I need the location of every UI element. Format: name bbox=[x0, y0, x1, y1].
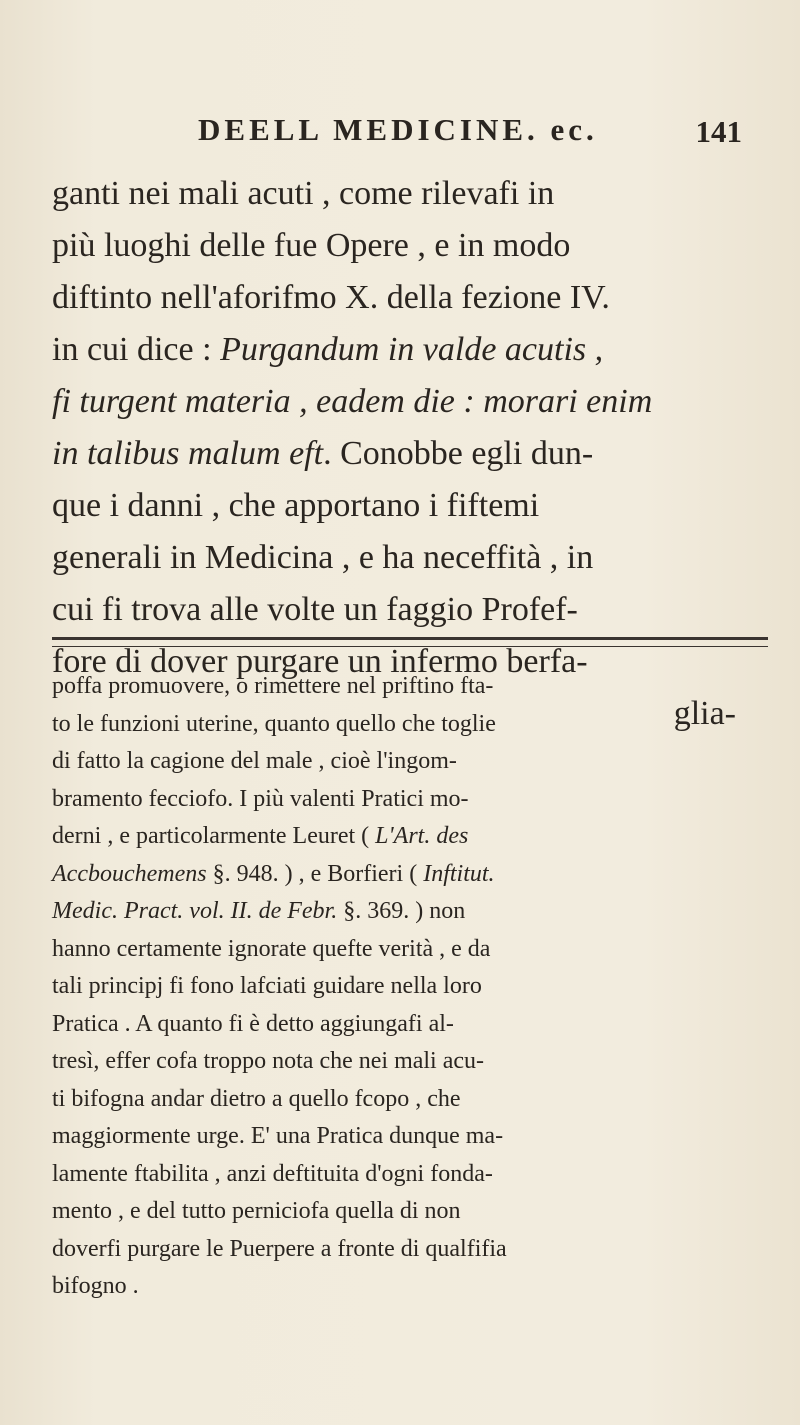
text-line bbox=[52, 480, 768, 532]
running-title: DEELL MEDICINE. ec. bbox=[198, 112, 598, 147]
text-run: poffa promuovere, o rimettere nel priftino fta- bbox=[52, 673, 494, 699]
text-run: diftinto nell'aforifmo X. della fezione IV. bbox=[52, 279, 610, 316]
text-run: hanno certamente ignorate quefte verità , e da bbox=[52, 935, 491, 962]
text-run: ti bifogna andar dietro a quello fcopo , che bbox=[52, 1085, 461, 1112]
footnote-line bbox=[52, 1081, 768, 1119]
text-line bbox=[52, 220, 768, 272]
text-run: §. 369. ) non bbox=[337, 898, 466, 924]
text-run: ganti nei mali acuti , come rilevafi in bbox=[52, 175, 555, 212]
footnote-line bbox=[52, 706, 768, 744]
citation-title: Inftitut. bbox=[423, 860, 495, 887]
text-run: §. 948. ) , e Borfieri ( bbox=[206, 860, 424, 887]
footnote-line bbox=[52, 1006, 768, 1044]
latin-quote: in talibus malum eft bbox=[52, 435, 324, 472]
catchword: glia- bbox=[673, 695, 736, 732]
text-line bbox=[52, 428, 768, 480]
text-line bbox=[52, 532, 768, 584]
citation-title: L'Art. des bbox=[375, 823, 469, 849]
footnote-line bbox=[52, 1268, 768, 1306]
citation-title: Accbouchemens bbox=[52, 860, 207, 887]
text-run: derni , e particolarmente Leuret ( bbox=[52, 823, 376, 849]
text-run: mento , e del tutto perniciofa quella di non bbox=[52, 1198, 461, 1224]
footnote bbox=[52, 668, 768, 1306]
footnote-line bbox=[52, 968, 768, 1006]
text-run: bifogno . bbox=[52, 1273, 139, 1299]
latin-quote: Purgandum in valde acutis , bbox=[220, 331, 604, 368]
latin-quote: fi turgent materia , eadem die : morari enim bbox=[52, 383, 653, 420]
footnote-line bbox=[52, 1193, 768, 1231]
text-run: in cui dice : bbox=[52, 331, 221, 368]
text-line bbox=[52, 168, 768, 220]
citation-title: Medic. Pract. vol. II. de Febr. bbox=[52, 898, 338, 924]
footnote-line bbox=[52, 743, 768, 781]
text-run: di fatto la cagione del male , cioè l'ingom- bbox=[52, 748, 457, 774]
text-run: bramento fecciofo. I più valenti Pratici mo- bbox=[52, 785, 469, 812]
main-text bbox=[52, 168, 768, 740]
footnote-line bbox=[52, 893, 768, 931]
text-run: tali principj fi fono lafciati guidare nella loro bbox=[52, 973, 482, 999]
text-line bbox=[52, 376, 768, 428]
footnote-line bbox=[52, 781, 768, 819]
text-run: . Conobbe egli dun- bbox=[323, 435, 594, 472]
footnote-line bbox=[52, 931, 768, 969]
text-run: più luoghi delle fue Opere , e in modo bbox=[52, 227, 571, 264]
page-number: 141 bbox=[695, 114, 742, 149]
text-run: maggiormente urge. E' una Pratica dunque ma- bbox=[52, 1123, 504, 1149]
footnote-line bbox=[52, 1156, 768, 1194]
footnote-line bbox=[52, 1231, 768, 1269]
text-run: lamente ftabilita , anzi deftituita d'ogni fonda- bbox=[52, 1160, 493, 1187]
text-run: Pratica . A quanto fi è detto aggiungafi al- bbox=[52, 1010, 454, 1037]
page-header bbox=[110, 108, 760, 158]
text-run: to le funzioni uterine, quanto quello che toglie bbox=[52, 710, 496, 737]
footnote-line bbox=[52, 818, 768, 856]
footnote-line bbox=[52, 1118, 768, 1156]
footnote-line bbox=[52, 856, 768, 894]
text-line bbox=[52, 272, 768, 324]
text-run: cui fi trova alle volte un faggio Profef- bbox=[52, 591, 578, 628]
text-run: que i danni , che apportano i fiftemi bbox=[52, 487, 540, 524]
footnote-line bbox=[52, 668, 768, 706]
text-line bbox=[52, 324, 768, 376]
text-run: tresì, effer cofa troppo nota che nei mali acu- bbox=[52, 1048, 485, 1074]
footnote-rule bbox=[52, 637, 768, 647]
text-run: generali in Medicina , e ha neceffità , in bbox=[52, 539, 594, 576]
text-run: doverfi purgare le Puerpere a fronte di qualfifia bbox=[52, 1235, 507, 1262]
footnote-line bbox=[52, 1043, 768, 1081]
text-line bbox=[52, 584, 768, 636]
text-run: fore di dover purgare un infermo berfa- bbox=[52, 643, 588, 680]
